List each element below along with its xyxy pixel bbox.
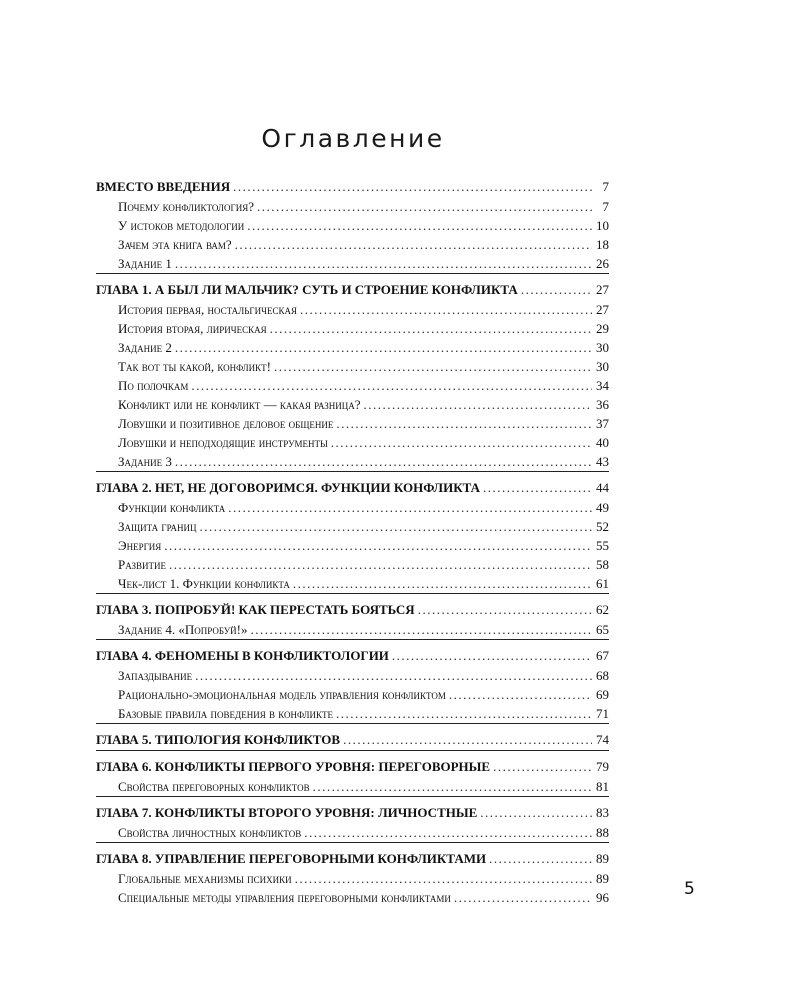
page-ref: 89 [596, 851, 609, 866]
dot-leader [313, 777, 592, 796]
page-ref: 68 [596, 668, 609, 683]
toc-section [96, 177, 609, 274]
page-ref: 88 [596, 825, 609, 840]
page-ref: 18 [596, 237, 609, 252]
page-ref: 83 [596, 805, 609, 820]
toc-chapter-entry[interactable] [96, 646, 609, 666]
page-ref: 55 [596, 538, 609, 553]
page-ref: 67 [596, 648, 609, 663]
dot-leader [480, 803, 592, 823]
chapter-title: ГЛАВА 8. УПРАВЛЕНИЕ ПЕРЕГОВОРНЫМИ КОНФЛИКТАМИ [96, 851, 487, 866]
chapter-title: ГЛАВА 1. А БЫЛ ЛИ МАЛЬЧИК? СУТЬ И СТРОЕНИЕ КОНФЛИКТА [96, 282, 518, 297]
toc-subentry[interactable] [96, 498, 609, 517]
entry-title: У истоков методологии [118, 218, 245, 233]
entry-title: История первая, ностальгическая [118, 302, 297, 317]
entry-title: Защита границ [118, 519, 197, 534]
toc-subentry[interactable] [96, 536, 609, 555]
page-ref: 43 [596, 454, 609, 469]
page-ref: 44 [596, 480, 609, 495]
toc-subentry[interactable] [96, 574, 609, 593]
toc-subentry[interactable] [96, 414, 609, 433]
entry-title: По полочкам [118, 378, 189, 393]
entry-title: Базовые правила поведения в конфликте [118, 706, 334, 721]
dot-leader [364, 395, 592, 414]
page-ref: 7 [602, 179, 609, 194]
entry-title: Ловушки и неподходящие инструменты [118, 435, 328, 450]
dot-leader [175, 452, 592, 471]
toc-chapter-entry[interactable] [96, 280, 609, 300]
entry-title: Задание 1 [118, 256, 172, 271]
entry-title: Специальные методы управления переговорными конфликтами [118, 890, 451, 905]
toc-chapter-entry[interactable] [96, 478, 609, 498]
toc-subentry[interactable] [96, 555, 609, 574]
dot-leader [300, 300, 592, 319]
toc-subentry[interactable] [96, 869, 609, 888]
entry-title: Задание 2 [118, 340, 172, 355]
page-ref: 29 [596, 321, 609, 336]
toc-subentry[interactable] [96, 823, 609, 842]
dot-leader [175, 254, 592, 273]
dot-leader [270, 319, 592, 338]
page-ref: 89 [596, 871, 609, 886]
chapter-title: ГЛАВА 2. НЕТ, НЕ ДОГОВОРИМСЯ. ФУНКЦИИ КОНФЛИКТА [96, 480, 481, 495]
dot-leader [483, 478, 592, 498]
dot-leader [228, 498, 592, 517]
chapter-title: ГЛАВА 3. ПОПРОБУЙ! КАК ПЕРЕСТАТЬ БОЯТЬСЯ [96, 602, 415, 617]
toc-section [96, 803, 609, 843]
toc-subentry[interactable] [96, 319, 609, 338]
page-ref: 27 [596, 302, 609, 317]
entry-title: Свойства переговорных конфликтов [118, 779, 310, 794]
page-ref: 10 [596, 218, 609, 233]
toc-chapter-entry[interactable] [96, 849, 609, 869]
dot-leader [331, 433, 592, 452]
dot-leader [454, 888, 592, 907]
toc-section [96, 600, 609, 640]
page-ref: 52 [596, 519, 609, 534]
toc-chapter-entry[interactable] [96, 177, 609, 197]
dot-leader [199, 517, 592, 536]
page-ref: 27 [596, 282, 609, 297]
page-title: Оглавление [261, 124, 445, 153]
dot-leader [235, 235, 592, 254]
dot-leader [336, 414, 592, 433]
page-ref: 36 [596, 397, 609, 412]
entry-title: Задание 4. «Попробуй!» [118, 622, 248, 637]
toc-subentry[interactable] [96, 452, 609, 471]
page-number: 5 [684, 879, 695, 899]
toc-section [96, 730, 609, 751]
toc-subentry[interactable] [96, 704, 609, 723]
dot-leader [392, 646, 592, 666]
toc-section [96, 478, 609, 594]
page-ref: 61 [596, 576, 609, 591]
entry-title: Глобальные механизмы психики [118, 871, 292, 886]
dot-leader [247, 216, 592, 235]
dot-leader [191, 376, 592, 395]
page-ref: 96 [596, 890, 609, 905]
toc-chapter-entry[interactable] [96, 730, 609, 750]
page-ref: 79 [596, 759, 609, 774]
page-ref: 7 [602, 199, 609, 214]
entry-title: Запаздывание [118, 668, 193, 683]
entry-title: Рационально-эмоциональная модель управления конфликтом [118, 687, 446, 702]
entry-title: Так вот ты какой, конфликт! [118, 359, 271, 374]
entry-title: Функции конфликта [118, 500, 226, 515]
toc-section [96, 757, 609, 797]
chapter-title: ГЛАВА 7. КОНФЛИКТЫ ВТОРОГО УРОВНЯ: ЛИЧНОСТНЫЕ [96, 805, 478, 820]
dot-leader [233, 177, 592, 197]
page-ref: 58 [596, 557, 609, 572]
dot-leader [418, 600, 592, 620]
dot-leader [304, 823, 592, 842]
toc-section [96, 280, 609, 472]
page-ref: 26 [596, 256, 609, 271]
table-of-contents [96, 177, 609, 913]
entry-title: Развитие [118, 557, 167, 572]
dot-leader [295, 869, 592, 888]
toc-chapter-entry[interactable] [96, 757, 609, 777]
toc-subentry[interactable] [96, 197, 609, 216]
page-ref: 81 [596, 779, 609, 794]
chapter-title: ГЛАВА 4. ФЕНОМЕНЫ В КОНФЛИКТОЛОГИИ [96, 648, 389, 663]
toc-subentry[interactable] [96, 777, 609, 796]
entry-title: Ловушки и позитивное деловое общение [118, 416, 334, 431]
toc-subentry[interactable] [96, 888, 609, 907]
toc-subentry[interactable] [96, 666, 609, 685]
page-ref: 71 [596, 706, 609, 721]
toc-subentry[interactable] [96, 300, 609, 319]
toc-section [96, 849, 609, 907]
dot-leader [336, 704, 592, 723]
toc-section [96, 646, 609, 724]
page-ref: 37 [596, 416, 609, 431]
dot-leader [493, 757, 592, 777]
toc-subentry[interactable] [96, 620, 609, 639]
toc-subentry[interactable] [96, 395, 609, 414]
page-ref: 69 [596, 687, 609, 702]
entry-title: Зачем эта книга вам? [118, 237, 232, 252]
dot-leader [164, 536, 592, 555]
entry-title: Почему конфликтология? [118, 199, 254, 214]
dot-leader [257, 197, 592, 216]
toc-subentry[interactable] [96, 517, 609, 536]
toc-subentry[interactable] [96, 433, 609, 452]
toc-subentry[interactable] [96, 216, 609, 235]
toc-subentry[interactable] [96, 338, 609, 357]
toc-chapter-entry[interactable] [96, 600, 609, 620]
entry-title: Задание 3 [118, 454, 172, 469]
toc-subentry[interactable] [96, 254, 609, 273]
dot-leader [489, 849, 592, 869]
entry-title: Чек-лист 1. Функции конфликта [118, 576, 290, 591]
toc-subentry[interactable] [96, 376, 609, 395]
chapter-title: ВМЕСТО ВВЕДЕНИЯ [96, 179, 231, 194]
dot-leader [521, 280, 592, 300]
dot-leader [274, 357, 592, 376]
toc-chapter-entry[interactable] [96, 803, 609, 823]
page-ref: 62 [596, 602, 609, 617]
toc-subentry[interactable] [96, 235, 609, 254]
dot-leader [293, 574, 592, 593]
page-ref: 34 [596, 378, 609, 393]
dot-leader [250, 620, 592, 639]
chapter-title: ГЛАВА 6. КОНФЛИКТЫ ПЕРВОГО УРОВНЯ: ПЕРЕГОВОРНЫЕ [96, 759, 491, 774]
toc-subentry[interactable] [96, 357, 609, 376]
dot-leader [343, 730, 592, 750]
toc-subentry[interactable] [96, 685, 609, 704]
entry-title: Энергия [118, 538, 162, 553]
page-ref: 30 [596, 359, 609, 374]
dot-leader [449, 685, 592, 704]
page-ref: 30 [596, 340, 609, 355]
entry-title: Конфликт или не конфликт — какая разница? [118, 397, 361, 412]
page-ref: 74 [596, 732, 609, 747]
entry-title: История вторая, лирическая [118, 321, 267, 336]
page-ref: 49 [596, 500, 609, 515]
chapter-title: ГЛАВА 5. ТИПОЛОГИЯ КОНФЛИКТОВ [96, 732, 341, 747]
dot-leader [169, 555, 592, 574]
page-ref: 65 [596, 622, 609, 637]
dot-leader [175, 338, 592, 357]
entry-title: Свойства личностных конфликтов [118, 825, 302, 840]
page-ref: 40 [596, 435, 609, 450]
dot-leader [195, 666, 592, 685]
